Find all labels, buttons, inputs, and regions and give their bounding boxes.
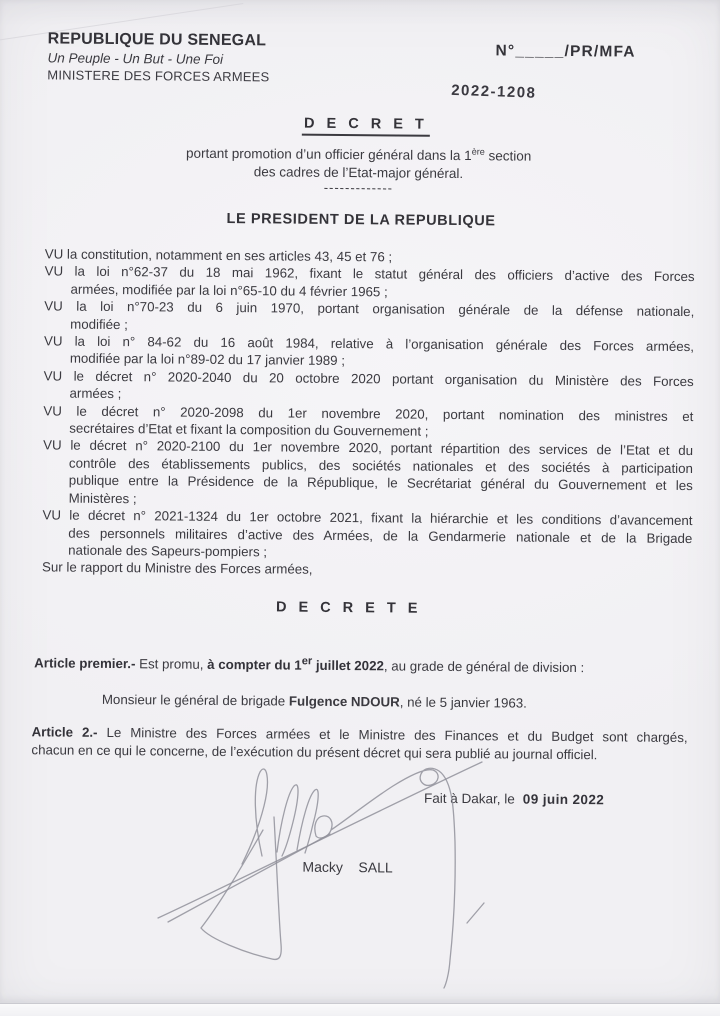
signature-stroke [168,834,330,922]
signature-stroke [467,903,484,923]
vu-clause: VU la constitution, notamment en ses articles 43, 45 et 76 ; [44,246,393,265]
stamp-number: 2022-1208 [450,81,537,102]
decrete-heading-wrap [0,596,715,620]
national-motto: Un Peuple - Un But - Une Foi [47,50,224,68]
article-2: Article 2.- Le Ministre des Forces armées et le Ministre des Finances et du Budget sont chargés, chacun en ce qui le concerne, de l’exécution du présent décret qui sera publié au journal officiel. [31,724,688,762]
signature-scribble [130,740,510,1000]
signature-stroke [242,769,267,864]
decree-title: D E C R E T [302,116,430,137]
section-divider: ------------- [323,179,394,196]
bottom-scan-edge [0,1003,720,1016]
decree-number-blank: _____ [515,42,565,60]
decree-number-suffix: /PR/MFA [564,42,636,61]
vu-clause: VU le décret n° 2020-2100 du 1er novembre 2020, portant répartition des services de l’Etat et du contrôle des établissements publics, des sociétés nationales et des sociétés à participation publique entre la Présidence de la République, le Secrétariat général du Gouvernement et les Ministères ; [43,437,694,506]
decree-number-prefix: N° [495,42,516,60]
vu-clauses [42,245,695,581]
vu-clause: VU le décret n° 2020-2040 du 20 octobre 2020 portant organisation du Ministère des Forces armées ; [43,368,694,402]
rapport-line: Sur le rapport du Ministre des Forces armées, [41,559,313,578]
vu-clause: VU la loi n°70-23 du 6 juin 1970, portant organisation générale de la défense nationale, modifiée ; [44,298,695,332]
article-2-label: Article 2.- [31,724,98,741]
article-1-promotion-line: Monsieur le général de brigade Fulgence NDOUR, né le 5 janvier 1963. [101,692,527,711]
ministry-name: MINISTERE DES FORCES ARMEES [47,67,270,85]
decree-title-wrap [0,112,719,139]
president-heading: LE PRESIDENT DE LA REPUBLIQUE [226,210,496,230]
vu-clause: VU le décret n° 2021-1324 du 1er octobre 2021, fixant la hiérarchie et les conditions d’avancement des personnels militaires d’active des Armées, de la Gendarmerie nationale et de la Brigade nationale des Sapeurs-pompiers ; [42,507,693,560]
subtitle-line-1: portant promotion d’un officier général dans la 1ère section [185,145,532,164]
article-1: Article premier.- Est promu, à compter du 1er juillet 2022, au grade de général de division : [34,655,585,676]
date-line: Fait à Dakar, le 09 juin 2022 [423,790,605,808]
article-1-label: Article premier.- [34,655,136,672]
decree-number-line [495,42,635,61]
vu-clause: VU la loi n°62-37 du 18 mai 1962, fixant le statut général des officiers d’active des Forces armées, modifiée par la loi n°65-10 du 4 février 1965 ; [44,263,695,300]
signature-stroke [201,817,281,959]
signature-stroke [277,785,298,856]
signer-name: Macky SALL [302,858,393,876]
subtitle-line-2: des cadres de l’Etat-major général. [253,163,464,181]
decree-date: 09 juin 2022 [522,791,605,808]
decree-subtitle [0,143,719,197]
promoted-officer-name: Fulgence NDOUR [288,693,400,710]
decrete-heading: D E C R E T E [275,599,422,617]
letterhead [47,30,270,85]
signature-stroke [315,768,455,988]
country-name: REPUBLIQUE DU SENEGAL [47,30,267,50]
signature-stroke [297,789,318,853]
vu-clause: VU la loi n° 84-62 du 16 août 1984, relative à l’organisation générale des Forces armées, modifiée par la loi n°89-02 du 17 janvier 1989 ; [43,333,695,369]
vu-clause: VU le décret n° 2020-2098 du 1er novembre 2020, portant nomination des ministres et secrétaires d’Etat et fixant la composition du Gouvernement ; [43,403,694,439]
